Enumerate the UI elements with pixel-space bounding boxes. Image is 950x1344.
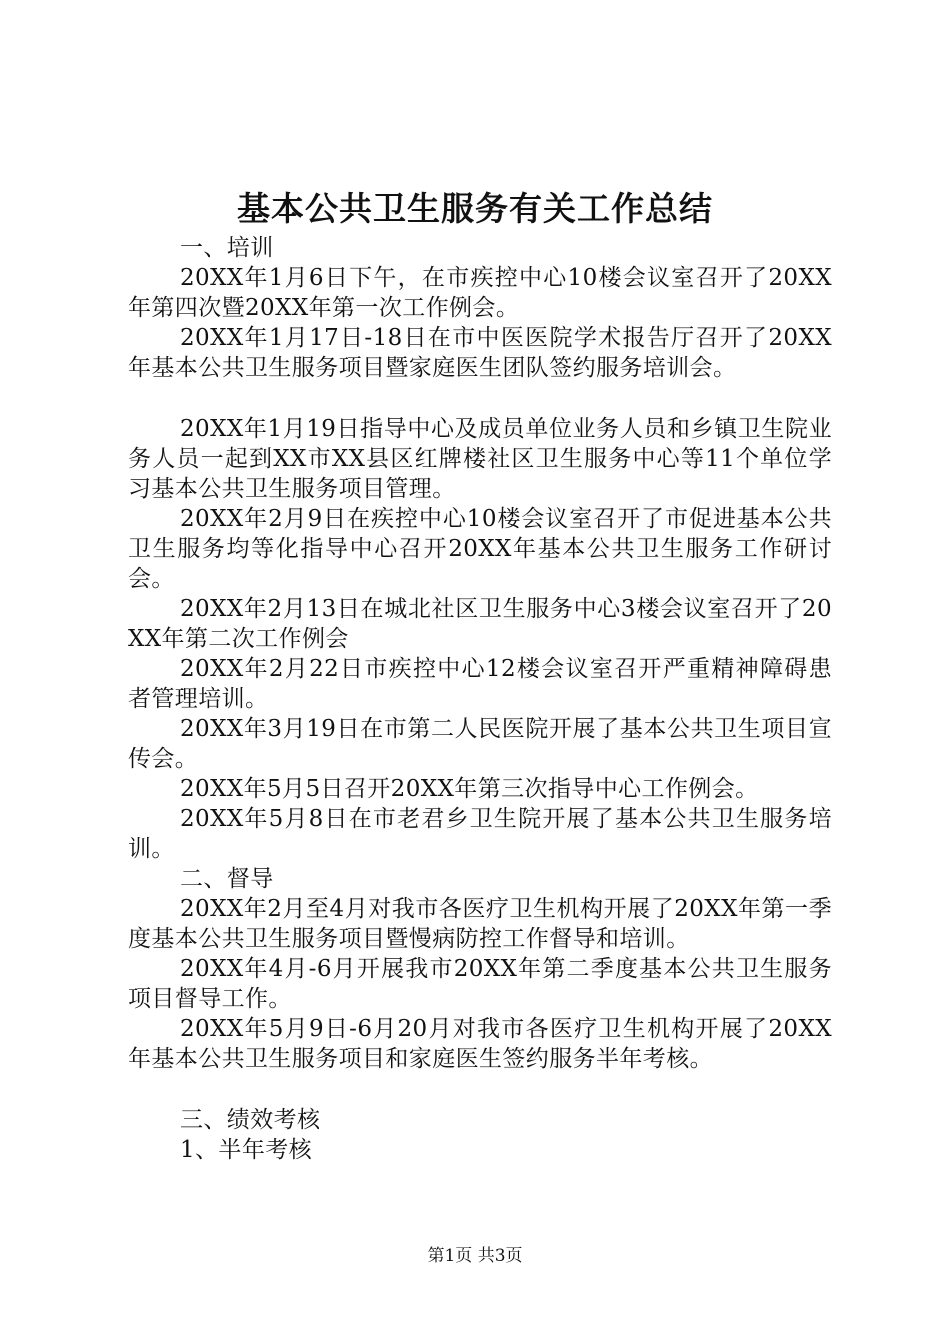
paragraph: 20XX年1月19日指导中心及成员单位业务人员和乡镇卫生院业务人员一起到XX市XX县区红牌楼社区卫生服务中心等11个单位学习基本公共卫生服务项目管理。 xyxy=(128,416,832,502)
section-heading-performance: 三、绩效考核 xyxy=(180,1107,321,1133)
paragraph: 20XX年5月5日召开20XX年第三次指导中心工作例会。 xyxy=(180,776,759,802)
paragraph: 20XX年3月19日在市第二人民医院开展了基本公共卫生项目宣传会。 xyxy=(128,716,832,772)
paragraph: 20XX年1月17日-18日在市中医医院学术报告厅召开了20XX年基本公共卫生服务项目暨家庭医生团队签约服务培训会。 xyxy=(128,325,832,381)
section-heading-supervision: 二、督导 xyxy=(180,866,274,892)
paragraph: 20XX年5月9日-6月20月对我市各医疗卫生机构开展了20XX年基本公共卫生服务项目和家庭医生签约服务半年考核。 xyxy=(128,1016,832,1072)
document-body xyxy=(128,233,832,1165)
paragraph: 20XX年2月9日在疾控中心10楼会议室召开了市促进基本公共卫生服务均等化指导中心召开20XX年基本公共卫生服务工作研讨会。 xyxy=(128,506,832,592)
paragraph: 20XX年2月至4月对我市各医疗卫生机构开展了20XX年第一季度基本公共卫生服务项目暨慢病防控工作督导和培训。 xyxy=(128,896,832,952)
page-footer: 第1页 共3页 xyxy=(427,1246,523,1266)
paragraph: 20XX年2月13日在城北社区卫生服务中心3楼会议室召开了20XX年第二次工作例会 xyxy=(128,596,832,652)
subsection-heading-half-year: 1、半年考核 xyxy=(180,1137,313,1163)
paragraph-spacer xyxy=(128,1074,832,1105)
section-heading-training: 一、培训 xyxy=(180,235,274,261)
paragraph: 20XX年1月6日下午，在市疾控中心10楼会议室召开了20XX年第四次暨20XX年第一次工作例会。 xyxy=(128,265,832,321)
paragraph-spacer xyxy=(128,383,832,414)
paragraph: 20XX年2月22日市疾控中心12楼会议室召开严重精神障碍患者管理培训。 xyxy=(128,656,832,712)
paragraph: 20XX年5月8日在市老君乡卫生院开展了基本公共卫生服务培训。 xyxy=(128,806,832,862)
paragraph: 20XX年4月-6月开展我市20XX年第二季度基本公共卫生服务项目督导工作。 xyxy=(128,956,832,1012)
document-title: 基本公共卫生服务有关工作总结 xyxy=(237,189,713,228)
